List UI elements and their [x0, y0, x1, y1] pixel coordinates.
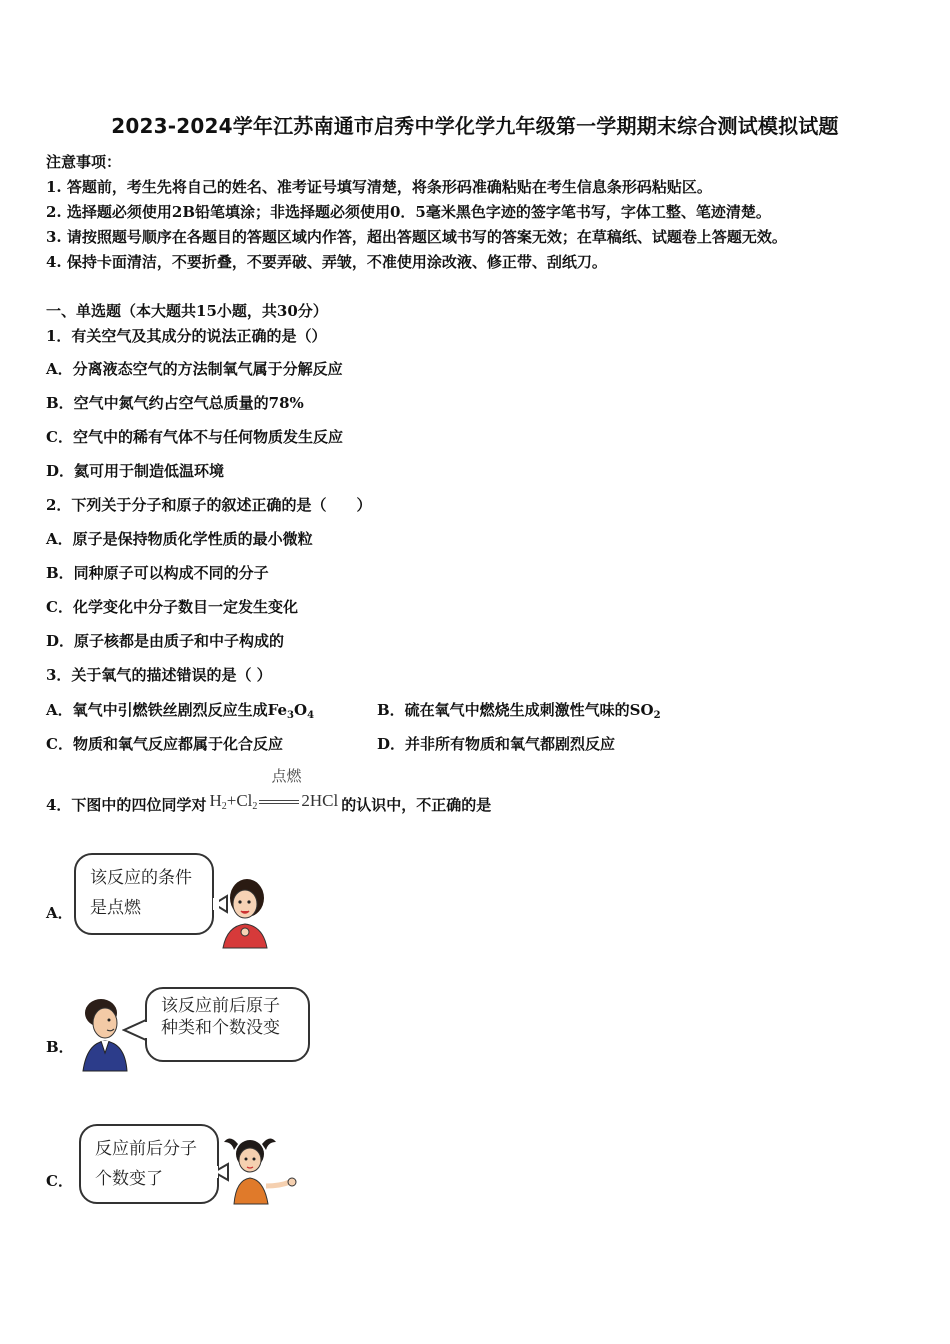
- question-1-stem: 1．有关空气及其成分的说法正确的是（）: [46, 327, 327, 345]
- question-1-option-a: A．分离液态空气的方法制氧气属于分解反应: [46, 360, 343, 378]
- question-3-stem: 3．关于氧气的描述错误的是（ ）: [46, 666, 272, 684]
- question-2-option-c: C．化学变化中分子数目一定发生变化: [46, 598, 298, 616]
- bubble-a-line2: 是点燃: [90, 898, 141, 918]
- bubble-c-line2: 个数变了: [95, 1169, 163, 1189]
- eq-h: H: [209, 791, 222, 810]
- question-2-option-b: B．同种原子可以构成不同的分子: [46, 564, 269, 582]
- question-4-option-c-label: C．: [46, 1172, 73, 1190]
- notice-item-2: 2. 选择题必须使用2B铅笔填涂；非选择题必须使用0．5毫米黑色字迹的签字笔书写，字体工整、笔迹清楚。: [46, 203, 771, 221]
- bubble-b-line1: 该反应前后原子: [161, 996, 280, 1016]
- question-1-option-b: B．空气中氮气约占空气总质量的78%: [46, 394, 304, 412]
- question-3-option-c: C．物质和氧气反应都属于化合反应: [46, 735, 283, 753]
- bubble-a-line1: 该反应的条件: [90, 868, 192, 888]
- page-title: 2023-2024学年江苏南通市启秀中学化学九年级第一学期期末综合测试模拟试题: [111, 114, 839, 138]
- eq-product: 2HCl: [301, 791, 339, 810]
- eq-cl: +Cl: [226, 791, 253, 810]
- bubble-b-line2: 种类和个数没变: [161, 1018, 280, 1038]
- notice-item-3: 3. 请按照题号顺序在各题目的答题区域内作答，超出答题区域书写的答案无效；在草稿纸、试题卷上答题无效。: [46, 228, 787, 246]
- question-2-stem: 2．下列关于分子和原子的叙述正确的是（ ）: [46, 496, 372, 514]
- girl-pigtails-student-icon: [210, 1128, 300, 1208]
- question-3-option-b: [377, 700, 661, 726]
- question-4-option-b-label: B．: [46, 1038, 74, 1056]
- speech-bubble-b: [145, 987, 310, 1062]
- notice-item-4: 4. 保持卡面清洁，不要折叠，不要弄破、弄皱，不准使用涂改液、修正带、刮纸刀。: [46, 253, 607, 271]
- girl-student-icon: [205, 872, 285, 952]
- formula-o: O: [293, 701, 308, 719]
- question-1-option-d: D．氦可用于制造低温环境: [46, 462, 225, 480]
- option-b-text: B．硫在氧气中燃烧生成刺激性气味的SO: [377, 701, 654, 719]
- bubble-tail-b: [122, 1018, 148, 1042]
- question-1-option-c: C．空气中的稀有气体不与任何物质发生反应: [46, 428, 343, 446]
- notice-item-1: 1. 答题前，考生先将自己的姓名、准考证号填写清楚，将条形码准确粘贴在考生信息条形码粘贴区。: [46, 178, 712, 196]
- speech-bubble-a: [74, 853, 214, 935]
- question-3-option-a: [46, 700, 314, 726]
- eq-cl-sub: 2: [252, 801, 258, 812]
- question-2-option-d: D．原子核都是由质子和中子构成的: [46, 632, 285, 650]
- eq-h-sub: 2: [221, 801, 227, 812]
- eq-condition: 点燃: [271, 769, 302, 785]
- question-2-option-a: A．原子是保持物质化学性质的最小微粒: [46, 530, 313, 548]
- formula-sub-3: 3: [287, 710, 294, 721]
- notice-heading: 注意事项：: [46, 153, 122, 171]
- question-3-option-d: D．并非所有物质和氧气都剧烈反应: [377, 735, 616, 753]
- question-4-stem-post: 的认识中，不正确的是: [341, 796, 492, 814]
- question-4-stem-pre: 4．下图中的四位同学对: [46, 796, 207, 814]
- question-4-stem: [46, 769, 492, 819]
- question-4-option-a-label: A．: [46, 904, 73, 922]
- eq-double-line: [259, 800, 299, 804]
- chemical-equation: [209, 769, 339, 817]
- formula-sub-4: 4: [307, 710, 315, 721]
- bubble-c-line1: 反应前后分子: [95, 1139, 197, 1159]
- formula-sub-2: 2: [653, 710, 661, 721]
- section-heading: 一、单选题（本大题共15小题，共30分）: [46, 302, 328, 320]
- option-a-text: A．氧气中引燃铁丝剧烈反应生成Fe: [46, 701, 288, 719]
- speech-bubble-c: [79, 1124, 219, 1204]
